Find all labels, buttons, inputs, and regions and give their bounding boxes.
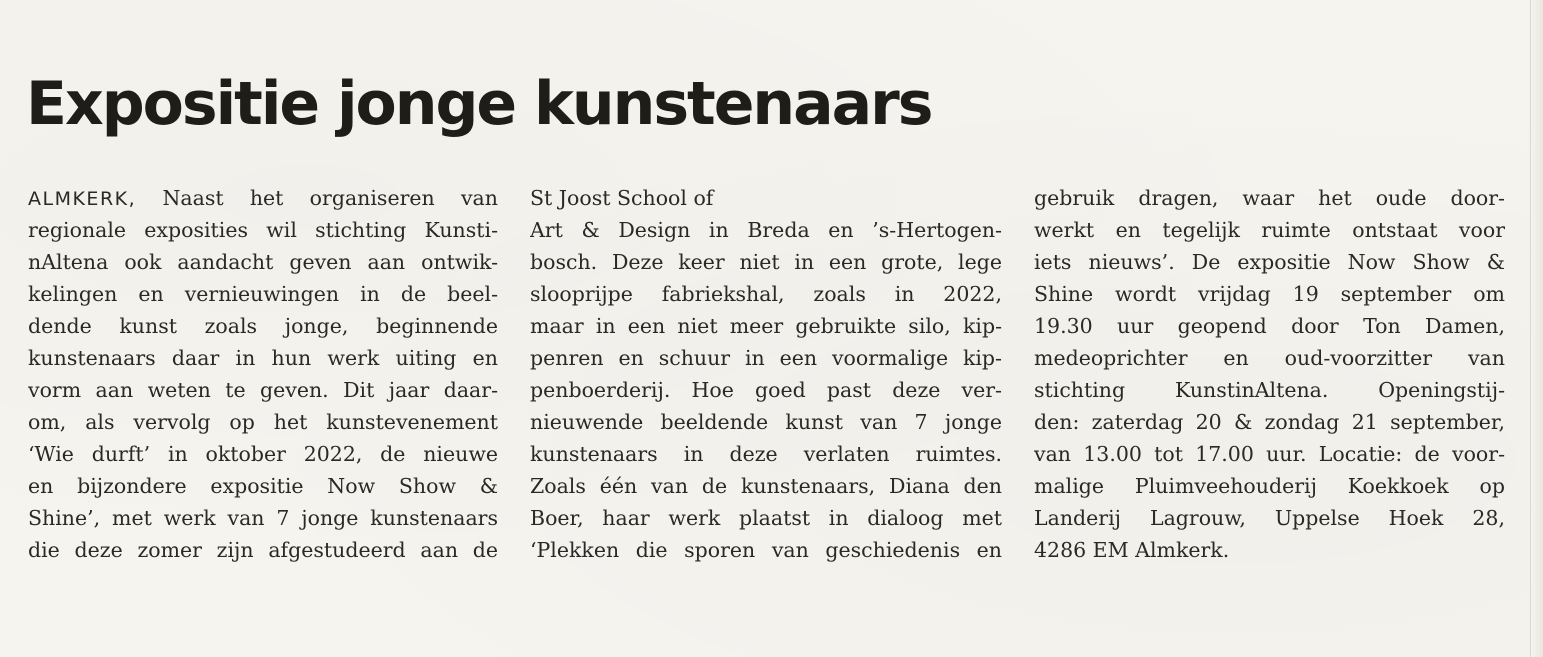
article-line: ‘Plekken die sporen van geschiedenis en [530,538,1002,562]
article-line: ‘Wie durft’ in oktober 2022, de nieuwe [28,442,498,466]
article-line: slooprijpe fabriekshal, zoals in 2022, [530,282,1002,306]
article-line: vorm aan weten te geven. Dit jaar daar- [28,378,498,402]
article-line: dende kunst zoals jonge, beginnende [28,314,498,338]
article-line: St Joost School of [530,186,714,210]
article-line: den: zaterdag 20 & zondag 21 september, [1034,410,1505,434]
article-line: om, als vervolg op het kunstevenement [28,410,498,434]
article-line: maar in een niet meer gebruikte silo, kip- [530,314,1002,338]
article-line: penboerderij. Hoe goed past deze ver- [530,378,1002,402]
article-line: regionale exposities wil stichting Kunsti- [28,218,498,242]
article-line: 19.30 uur geopend door Ton Damen, [1034,314,1505,338]
article-line: Zoals één van de kunstenaars, Diana den [530,474,1002,498]
article-line: iets nieuws’. De expositie Now Show & [1034,250,1505,274]
article-line: Art & Design in Breda en ’s-Hertogen- [530,218,1002,242]
article-column-2 [530,182,1002,566]
article-line: kunstenaars in deze verlaten ruimtes. [530,442,1002,466]
article-line-text: Naast het organiseren van [162,186,498,210]
article-line: 4286 EM Almkerk. [1034,538,1230,562]
article-line: bosch. Deze keer niet in een grote, lege [530,250,1002,274]
article-headline: Expositie jonge kunstenaars [26,69,932,139]
article-line: van 13.00 tot 17.00 uur. Locatie: de voor- [1034,442,1505,466]
article-line [28,182,498,214]
article-line: Shine’, met werk van 7 jonge kunstenaars [28,506,498,530]
article-line: gebruik dragen, waar het oude door- [1034,186,1505,210]
article-column-1 [28,182,498,566]
article-line: kunstenaars daar in hun werk uiting en [28,346,498,370]
article-line: die deze zomer zijn afgestudeerd aan de [28,538,498,562]
article-line: medeoprichter en oud-voorzitter van [1034,346,1505,370]
article-column-3 [1034,182,1505,566]
article-line: penren en schuur in een voormalige kip- [530,346,1002,370]
page-edge [1530,0,1543,657]
article-line: Landerij Lagrouw, Uppelse Hoek 28, [1034,506,1505,530]
article-line: en bijzondere expositie Now Show & [28,474,498,498]
article-line: stichting KunstinAltena. Openingstij- [1034,378,1505,402]
article-line: nAltena ook aandacht geven aan ontwik- [28,250,498,274]
article-line: nieuwende beeldende kunst van 7 jonge [530,410,1002,434]
article-line: malige Pluimveehouderij Koekkoek op [1034,474,1505,498]
article-line: Boer, haar werk plaatst in dialoog met [530,506,1002,530]
article-line: kelingen en vernieuwingen in de beel- [28,282,498,306]
dateline: ALMKERK, [28,188,137,210]
article-line: Shine wordt vrijdag 19 september om [1034,282,1505,306]
article-line: werkt en tegelijk ruimte ontstaat voor [1034,218,1505,242]
